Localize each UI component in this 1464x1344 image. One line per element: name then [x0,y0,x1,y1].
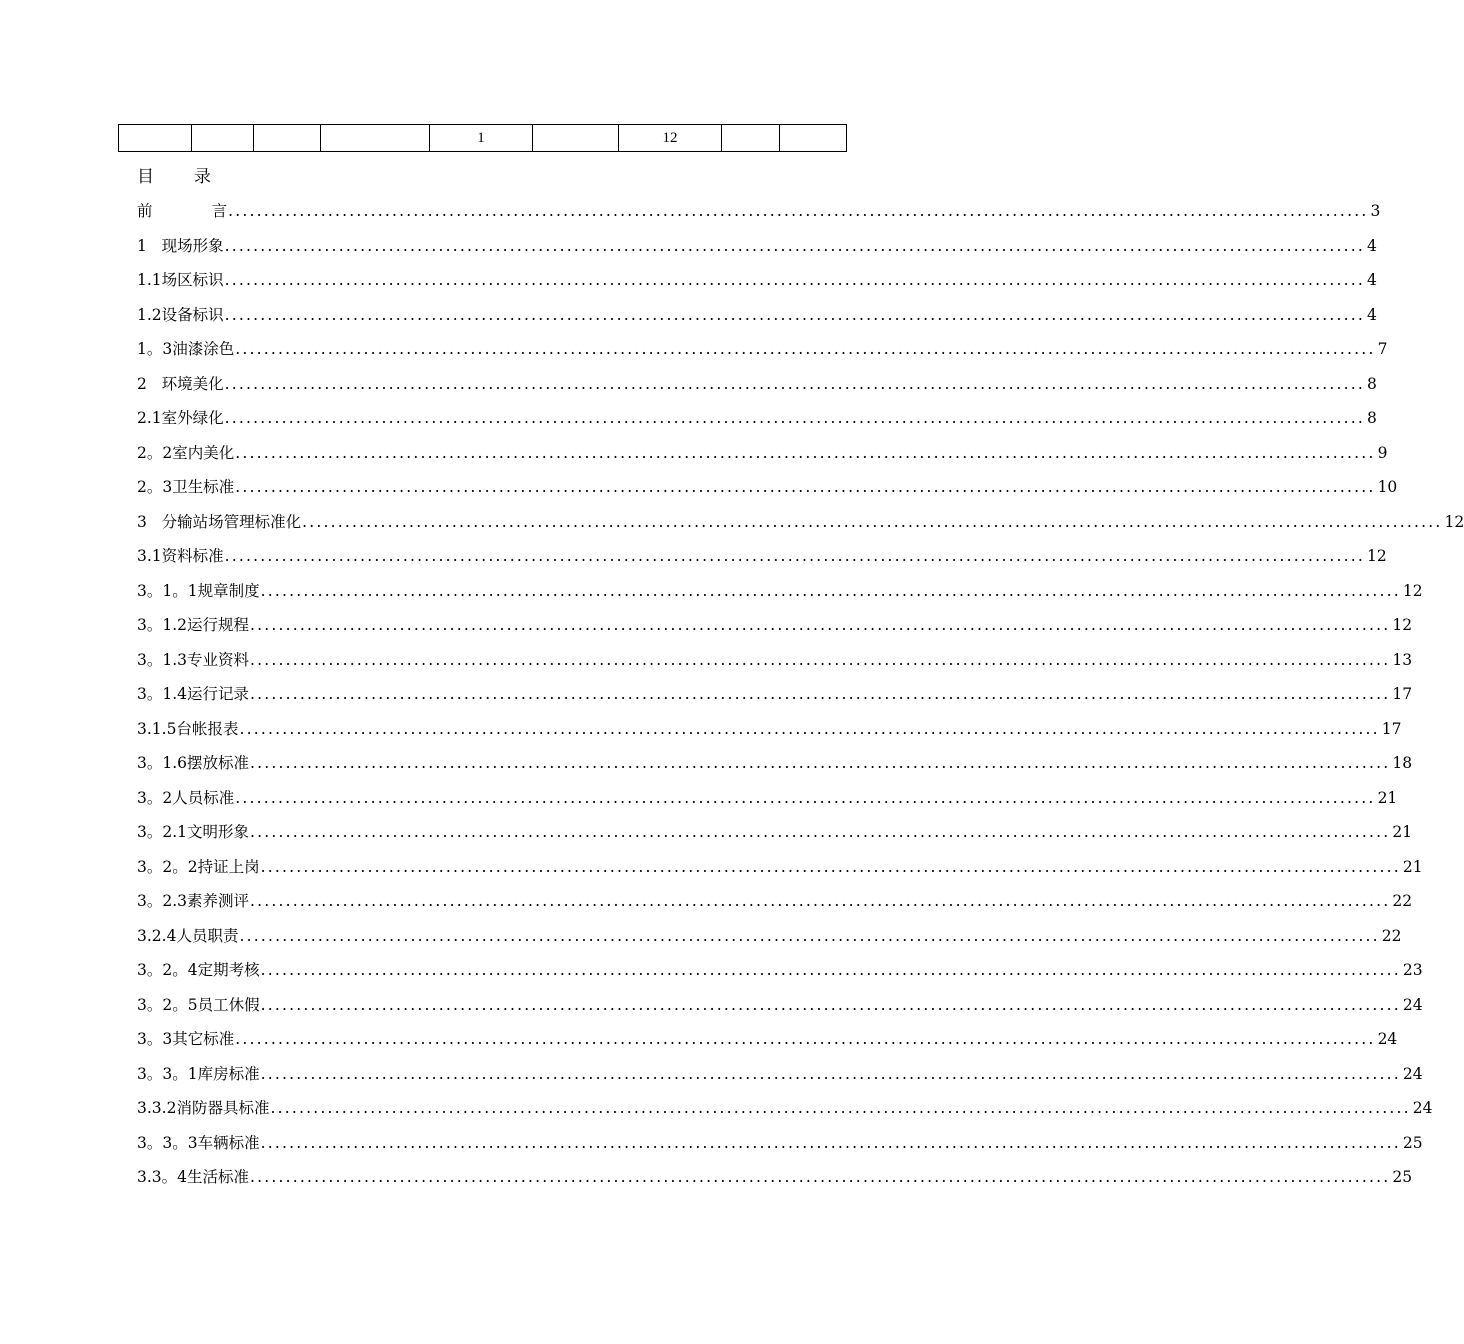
toc-dot-leader: ................................................................................................................................................................ [250,754,1391,772]
header-cell-section-number: 1 [430,125,533,152]
toc-dot-leader: ................................................................................................................................................................ [250,650,1391,669]
toc-entry-label: 3。1。1规章制度 [137,581,260,600]
toc-entry-label: 2 环境美化 [137,374,224,393]
toc-entry-page-number: 12 [1402,581,1423,600]
toc-entry[interactable] [137,1160,1413,1195]
toc-entry-page-number: 4 [1366,305,1377,324]
toc-entry[interactable] [137,229,1377,264]
toc-entry[interactable] [137,1022,1398,1057]
toc-dot-leader: ................................................................................................................................................................ [224,271,1365,289]
toc-dot-leader: ................................................................................................................................................................ [260,1064,1401,1083]
toc-entry-label: 3。2.3素养测评 [137,892,250,910]
toc-entry[interactable] [137,1091,1433,1126]
toc-entry[interactable] [137,539,1387,574]
header-table [118,124,847,152]
toc-entry-page-number: 24 [1402,995,1423,1014]
toc-entry-label: 3。1.2运行规程 [137,616,250,634]
toc-entry-page-number: 24 [1402,1064,1423,1083]
toc-entry-label: 2。2室内美化 [137,443,235,462]
toc-entry[interactable] [137,332,1388,367]
toc-title-part-1: 目 [137,167,154,187]
toc-dot-leader: ................................................................................................................................................................ [260,961,1401,979]
toc-dot-leader: ................................................................................................................................................................ [235,478,1376,496]
toc-entry[interactable] [137,677,1413,712]
toc-entry-page-number: 8 [1366,409,1377,427]
toc-dot-leader: ................................................................................................................................................................ [239,719,1380,738]
toc-entry-label: 1.1场区标识 [137,271,224,289]
toc-entry-label: 3。2。2持证上岗 [137,857,260,876]
toc-entry[interactable] [137,194,1381,229]
toc-entry[interactable] [137,953,1423,988]
toc-entry-label: 3。3。1库房标准 [137,1064,260,1083]
toc-entry-label: 3。2。5员工休假 [137,995,260,1014]
toc-dot-leader: ................................................................................................................................................................ [224,305,1365,324]
toc-entry-page-number: 21 [1377,788,1398,807]
toc-entry[interactable] [137,367,1377,402]
toc-entry-label: 3.1资料标准 [137,547,224,565]
toc-dot-leader: ................................................................................................................................................................ [260,857,1401,876]
toc-entry[interactable] [137,643,1413,678]
toc-entry[interactable] [137,470,1398,505]
toc-entry[interactable] [137,608,1413,643]
toc-entry-label: 前 言 [137,202,228,220]
toc-entry[interactable] [137,919,1402,954]
toc-entry-label: 1。3油漆涂色 [137,340,235,358]
header-cell [533,125,619,152]
toc-dot-leader: ................................................................................................................................................................ [260,1133,1401,1152]
toc-entry[interactable] [137,746,1413,781]
toc-dot-leader: ................................................................................................................................................................ [260,995,1401,1014]
toc-entry-page-number: 24 [1412,1099,1433,1117]
toc-entry-label: 3.3.2消防器具标准 [137,1099,270,1117]
toc-entry-page-number: 12 [1444,512,1464,531]
toc-entry[interactable] [137,850,1423,885]
header-cell [192,125,254,152]
header-cell [722,125,780,152]
toc-entry-label: 3。3其它标准 [137,1030,235,1048]
toc-title-part-2: 录 [194,167,211,187]
toc-dot-leader: ................................................................................................................................................................ [302,512,1443,531]
toc-entry-label: 2.1室外绿化 [137,409,224,427]
toc-dot-leader: ................................................................................................................................................................ [239,926,1380,945]
toc-entry-page-number: 13 [1392,650,1413,669]
toc-dot-leader: ................................................................................................................................................................ [228,202,1369,220]
toc-entry-page-number: 24 [1377,1030,1398,1048]
toc-entry-label: 3。3。3车辆标准 [137,1133,260,1152]
toc-entry[interactable] [137,988,1423,1023]
header-cell [254,125,321,152]
header-cell [321,125,430,152]
toc-entry[interactable] [137,263,1377,298]
toc-entry-page-number: 8 [1366,374,1377,393]
toc-entry[interactable] [137,401,1377,436]
header-cell-page-number: 12 [619,125,722,152]
toc-entry-page-number: 9 [1377,443,1388,462]
toc-dot-leader: ................................................................................................................................................................ [250,616,1391,634]
table-of-contents [137,194,1464,1195]
toc-dot-leader: ................................................................................................................................................................ [260,581,1401,600]
toc-entry-page-number: 21 [1402,857,1423,876]
toc-entry[interactable] [137,884,1413,919]
toc-entry-page-number: 21 [1392,823,1413,841]
toc-dot-leader: ................................................................................................................................................................ [250,1168,1391,1186]
toc-dot-leader: ................................................................................................................................................................ [250,892,1391,910]
toc-entry-page-number: 7 [1377,340,1388,358]
toc-entry[interactable] [137,1126,1423,1161]
toc-entry-page-number: 12 [1366,547,1387,565]
toc-entry-label: 3.2.4人员职责 [137,926,239,945]
toc-entry-label: 1.2设备标识 [137,305,224,324]
toc-dot-leader: ................................................................................................................................................................ [224,547,1365,565]
toc-entry-label: 3。2。4定期考核 [137,961,260,979]
toc-entry-label: 3 分输站场管理标准化 [137,512,302,531]
toc-entry[interactable] [137,436,1388,471]
toc-entry-page-number: 18 [1392,754,1413,772]
toc-entry-label: 3。1.6摆放标准 [137,754,250,772]
header-cell [780,125,847,152]
toc-dot-leader: ................................................................................................................................................................ [250,685,1391,703]
toc-dot-leader: ................................................................................................................................................................ [250,823,1391,841]
toc-entry-page-number: 23 [1402,961,1423,979]
toc-entry-page-number: 25 [1402,1133,1423,1152]
toc-dot-leader: ................................................................................................................................................................ [235,788,1376,807]
toc-dot-leader: ................................................................................................................................................................ [270,1099,1411,1117]
toc-entry[interactable] [137,712,1402,747]
toc-entry-page-number: 12 [1392,616,1413,634]
toc-entry-page-number: 4 [1366,236,1377,255]
toc-entry-label: 3.1.5台帐报表 [137,719,239,738]
toc-entry-label: 3。1.4运行记录 [137,685,250,703]
toc-entry[interactable] [137,574,1423,609]
toc-entry-page-number: 25 [1392,1168,1413,1186]
toc-dot-leader: ................................................................................................................................................................ [235,340,1376,358]
header-cell [119,125,192,152]
toc-entry-label: 3。2.1文明形象 [137,823,250,841]
toc-entry[interactable] [137,815,1413,850]
toc-entry-page-number: 17 [1381,719,1402,738]
toc-entry-label: 1 现场形象 [137,236,224,255]
toc-entry[interactable] [137,781,1398,816]
toc-entry[interactable] [137,298,1377,333]
toc-entry-page-number: 17 [1392,685,1413,703]
toc-entry-label: 3。1.3专业资料 [137,650,250,669]
toc-entry[interactable] [137,1057,1423,1092]
toc-dot-leader: ................................................................................................................................................................ [224,236,1365,255]
toc-dot-leader: ................................................................................................................................................................ [235,1030,1376,1048]
toc-entry-page-number: 3 [1370,202,1381,220]
toc-entry-page-number: 10 [1377,478,1398,496]
toc-entry-label: 3.3。4生活标准 [137,1168,250,1186]
toc-entry-label: 3。2人员标准 [137,788,235,807]
toc-title [137,162,211,187]
toc-dot-leader: ................................................................................................................................................................ [224,409,1365,427]
toc-entry-label: 2。3卫生标准 [137,478,235,496]
toc-dot-leader: ................................................................................................................................................................ [235,443,1376,462]
toc-entry-page-number: 22 [1392,892,1413,910]
toc-entry-page-number: 4 [1366,271,1377,289]
toc-entry[interactable] [137,505,1464,540]
toc-dot-leader: ................................................................................................................................................................ [224,374,1365,393]
toc-entry-page-number: 22 [1381,926,1402,945]
header-row [119,125,847,152]
